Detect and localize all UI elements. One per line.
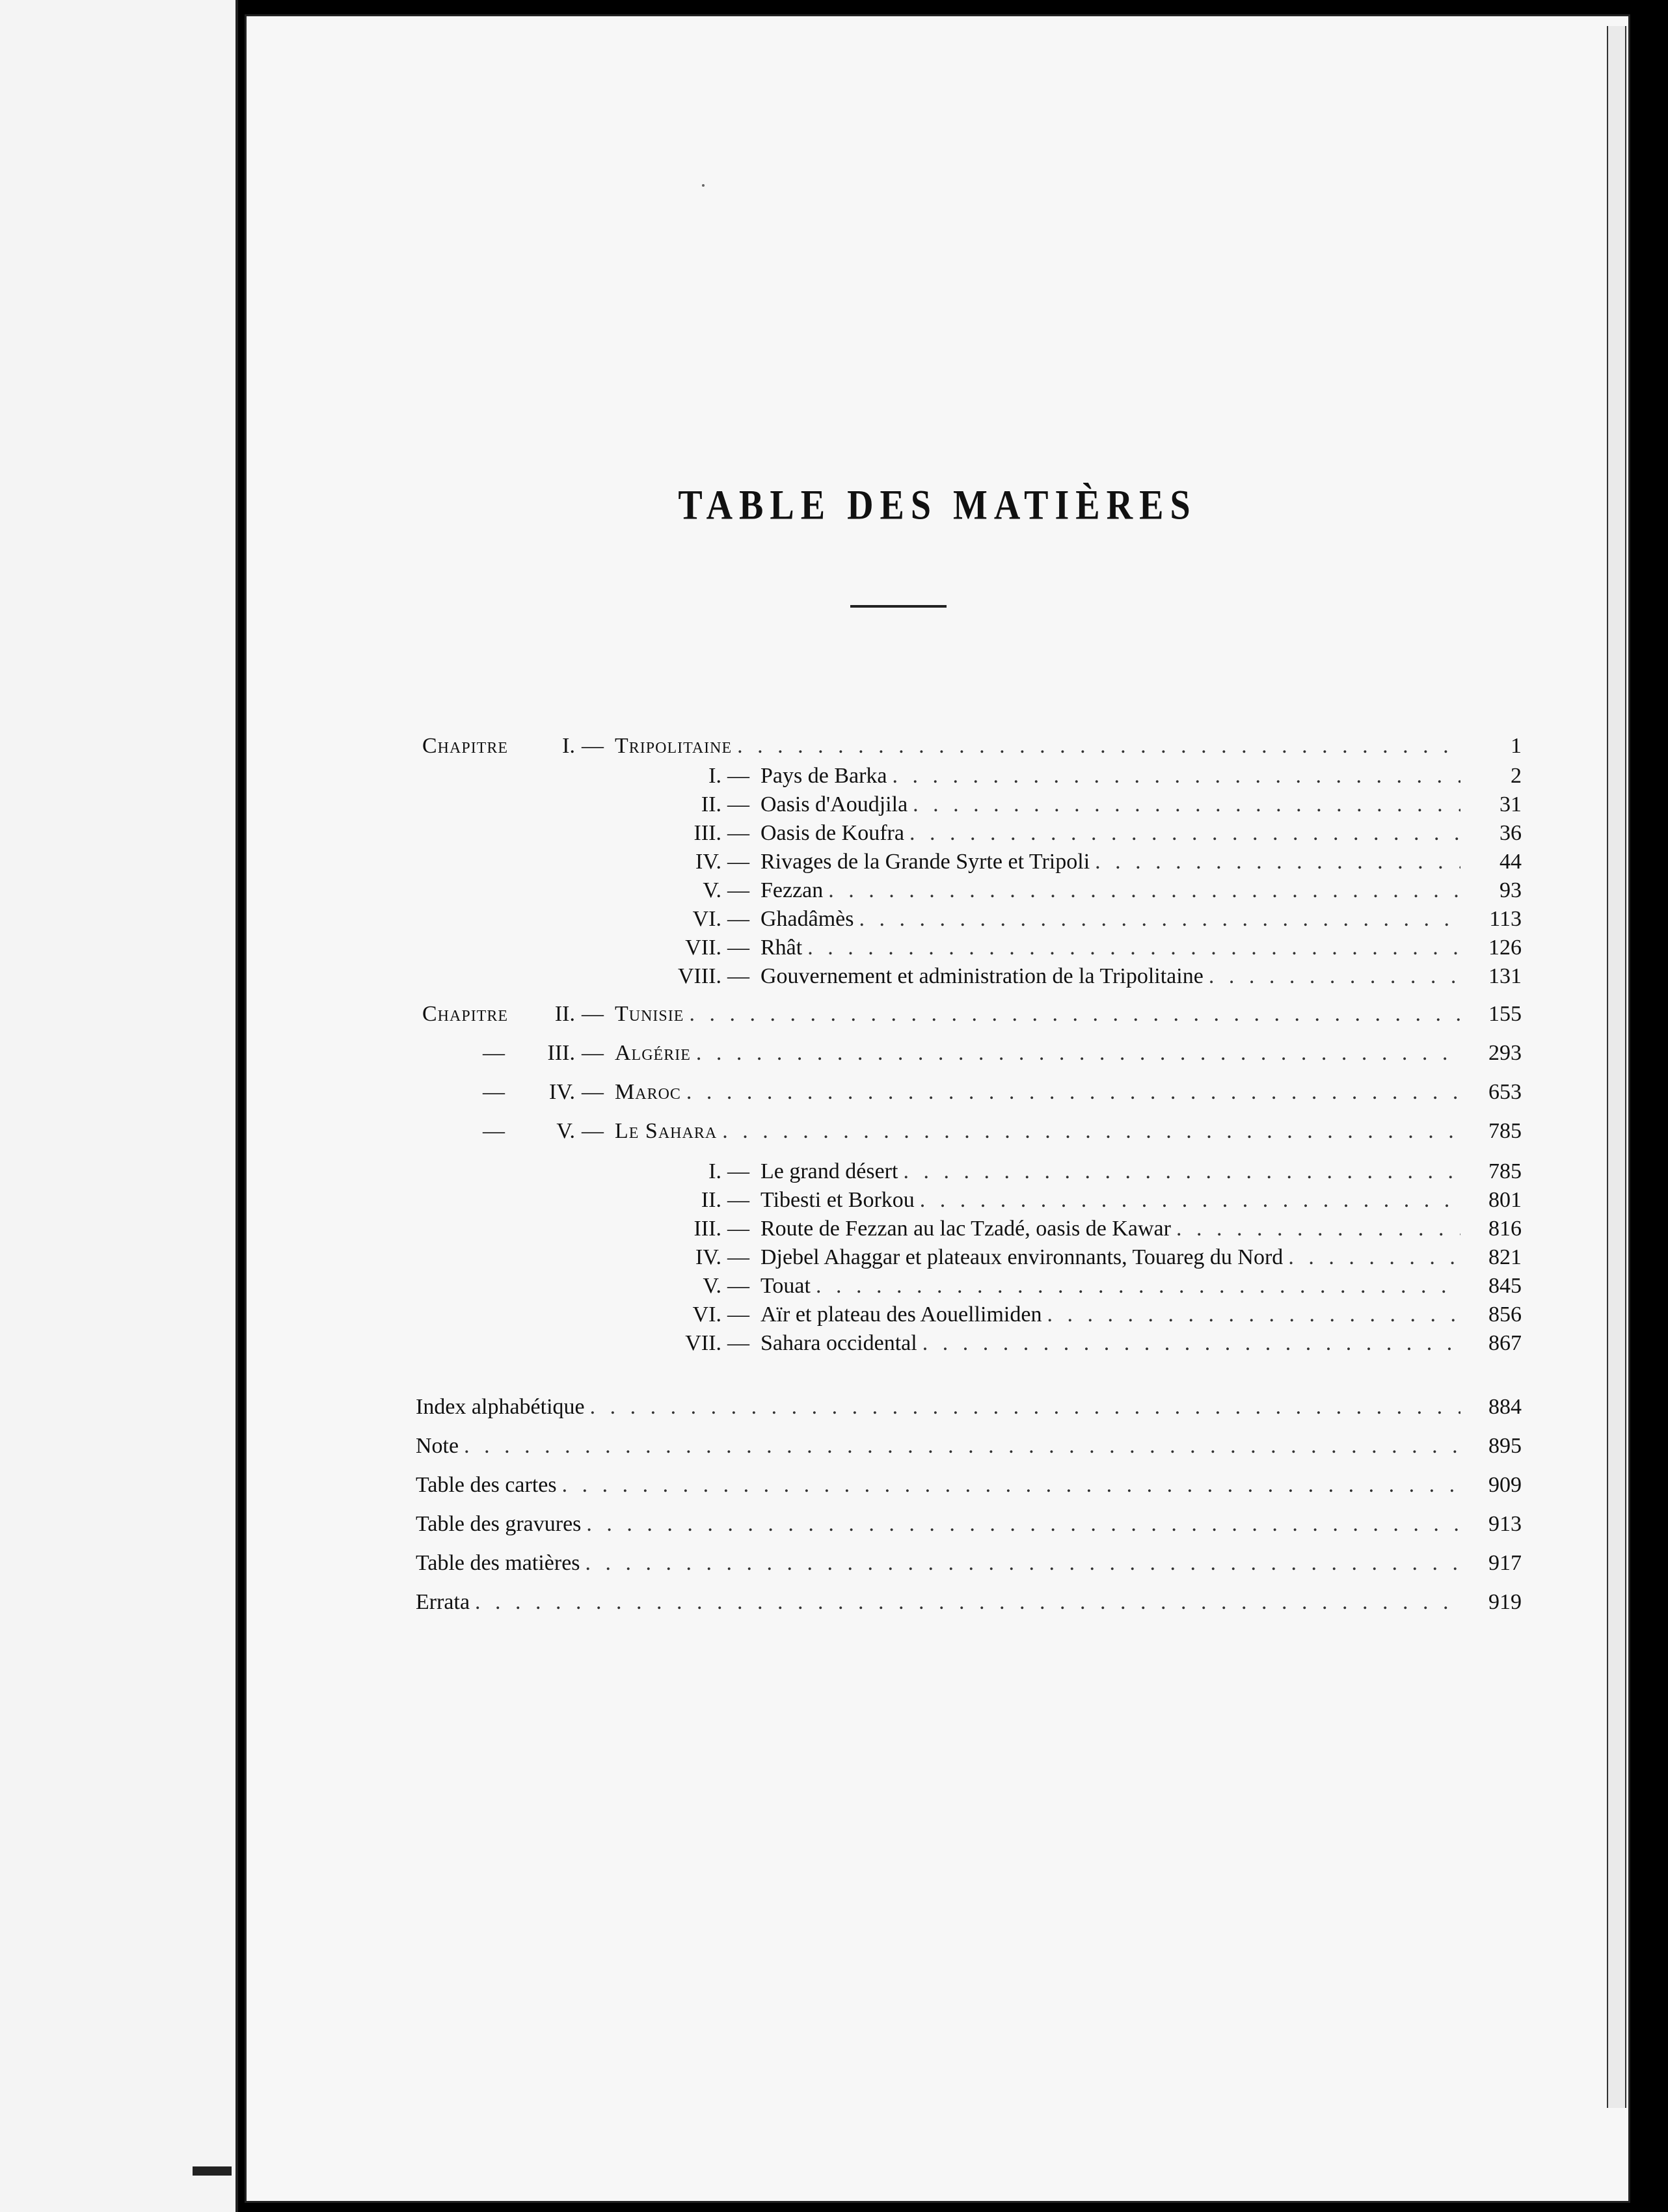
toc-section-row[interactable] bbox=[422, 1215, 1522, 1243]
section-title: Rivages de la Grande Syrte et Tripoli bbox=[760, 850, 1090, 874]
page-number: 131 bbox=[1488, 964, 1522, 988]
dot-leader bbox=[920, 1186, 1460, 1215]
appendix-title: Table des cartes bbox=[416, 1473, 557, 1497]
dot-leader bbox=[922, 1329, 1460, 1358]
chapter-label: Chapitre bbox=[422, 734, 509, 758]
toc-chapter-row[interactable] bbox=[422, 1117, 1522, 1146]
dot-leader bbox=[475, 1588, 1460, 1617]
toc-section-row[interactable] bbox=[422, 762, 1522, 790]
page-number: 113 bbox=[1489, 907, 1522, 931]
section-roman: II. bbox=[701, 792, 721, 816]
chapter-entry bbox=[615, 1078, 1460, 1107]
dot-leader bbox=[562, 1471, 1460, 1500]
chapter-title: Le Sahara bbox=[615, 1119, 718, 1143]
toc-chapter-row[interactable] bbox=[422, 732, 1522, 761]
toc-section-row[interactable] bbox=[422, 848, 1522, 876]
dot-leader bbox=[1209, 962, 1460, 991]
page-number: 856 bbox=[1488, 1302, 1522, 1327]
dash: — bbox=[582, 1002, 604, 1026]
section-entry bbox=[760, 762, 1460, 790]
page-number: 919 bbox=[1488, 1590, 1522, 1614]
page-number: 653 bbox=[1488, 1080, 1522, 1104]
section-entry bbox=[760, 1215, 1460, 1243]
section-entry bbox=[760, 819, 1460, 848]
section-title: Rhât bbox=[760, 936, 803, 960]
dash: — bbox=[727, 1302, 749, 1327]
toc-section-row[interactable] bbox=[422, 905, 1522, 934]
dash: — bbox=[727, 1188, 749, 1212]
chapter-entry bbox=[615, 1039, 1460, 1068]
toc-appendix-row[interactable] bbox=[416, 1549, 1522, 1578]
dot-leader bbox=[816, 1272, 1460, 1301]
section-entry bbox=[760, 790, 1460, 819]
section-roman: VI. bbox=[692, 907, 721, 931]
page-number: 785 bbox=[1488, 1159, 1522, 1183]
page-number: 93 bbox=[1500, 878, 1522, 902]
toc-section-row[interactable] bbox=[422, 876, 1522, 905]
chapter-roman: III. bbox=[547, 1041, 575, 1065]
section-title: Tibesti et Borkou bbox=[760, 1188, 915, 1212]
dash: — bbox=[727, 821, 749, 845]
chapter-roman: II. bbox=[554, 1002, 575, 1026]
page-number: 816 bbox=[1488, 1217, 1522, 1241]
section-entry bbox=[760, 1301, 1460, 1329]
dash: — bbox=[727, 907, 749, 931]
dot-leader bbox=[689, 1000, 1460, 1029]
dash: — bbox=[727, 792, 749, 816]
dot-leader bbox=[1176, 1215, 1460, 1243]
chapter-entry bbox=[615, 1117, 1460, 1146]
toc-appendix-row[interactable] bbox=[416, 1393, 1522, 1422]
chapter-title: Tunisie bbox=[615, 1002, 684, 1026]
page-number: 895 bbox=[1488, 1434, 1522, 1458]
dot-leader bbox=[464, 1432, 1460, 1461]
page-number: 1 bbox=[1511, 734, 1522, 758]
section-roman: II. bbox=[701, 1188, 721, 1212]
dot-leader bbox=[1095, 848, 1460, 876]
section-entry bbox=[760, 1186, 1460, 1215]
dash: — bbox=[727, 850, 749, 874]
section-title: Le grand désert bbox=[760, 1159, 898, 1183]
toc-chapter-row[interactable] bbox=[422, 1039, 1522, 1068]
chapter-label: — bbox=[483, 1119, 505, 1143]
section-entry bbox=[760, 1243, 1460, 1272]
section-roman: I. bbox=[708, 764, 721, 788]
appendix-title: Index alphabétique bbox=[416, 1395, 585, 1419]
section-roman: IV. bbox=[695, 1245, 721, 1269]
section-title: Ghadâmès bbox=[760, 907, 854, 931]
toc-appendix-row[interactable] bbox=[416, 1588, 1522, 1617]
section-roman: VII. bbox=[685, 936, 721, 960]
toc-section-row[interactable] bbox=[422, 1243, 1522, 1272]
left-page-edge bbox=[0, 0, 238, 2212]
section-roman: III. bbox=[693, 1217, 721, 1241]
page-number: 36 bbox=[1500, 821, 1522, 845]
section-entry bbox=[760, 876, 1460, 905]
appendix-entry bbox=[416, 1432, 1460, 1461]
page-number: 293 bbox=[1488, 1041, 1522, 1065]
appendix-title: Errata bbox=[416, 1590, 470, 1614]
dot-leader bbox=[722, 1117, 1460, 1146]
page-number: 155 bbox=[1488, 1002, 1522, 1026]
section-title: Touat bbox=[760, 1274, 811, 1298]
section-title: Sahara occidental bbox=[760, 1331, 917, 1355]
dash: — bbox=[727, 1217, 749, 1241]
section-title: Oasis de Koufra bbox=[760, 821, 904, 845]
section-roman: V. bbox=[703, 878, 721, 902]
page-number: 44 bbox=[1500, 850, 1522, 874]
dot-leader bbox=[903, 1157, 1460, 1186]
chapter-label: Chapitre bbox=[422, 1002, 509, 1026]
page-number: 785 bbox=[1488, 1119, 1522, 1143]
toc-section-row[interactable] bbox=[422, 1186, 1522, 1215]
section-title: Oasis d'Aoudjila bbox=[760, 792, 908, 816]
appendix-entry bbox=[416, 1510, 1460, 1539]
page-number: 909 bbox=[1488, 1473, 1522, 1497]
page-number: 845 bbox=[1488, 1274, 1522, 1298]
chapter-label: — bbox=[483, 1041, 505, 1065]
right-page-edge bbox=[1607, 26, 1626, 2108]
chapter-roman: IV. bbox=[549, 1080, 575, 1104]
dash: — bbox=[727, 1331, 749, 1355]
page-number: 126 bbox=[1488, 936, 1522, 960]
toc-chapter-row[interactable] bbox=[422, 1000, 1522, 1029]
toc-section-row[interactable] bbox=[422, 962, 1522, 991]
appendix-entry bbox=[416, 1549, 1460, 1578]
dot-leader bbox=[1288, 1243, 1460, 1272]
section-entry bbox=[760, 1272, 1460, 1301]
section-entry bbox=[760, 962, 1460, 991]
dot-leader bbox=[586, 1510, 1460, 1539]
dot-leader bbox=[913, 790, 1460, 819]
appendix-title: Table des matières bbox=[416, 1551, 580, 1575]
page-number: 801 bbox=[1488, 1188, 1522, 1212]
section-roman: IV. bbox=[695, 850, 721, 874]
section-roman: V. bbox=[703, 1274, 721, 1298]
table-of-contents bbox=[247, 16, 1628, 2201]
toc-section-row[interactable] bbox=[422, 790, 1522, 819]
dash: — bbox=[582, 1080, 604, 1104]
section-roman: III. bbox=[693, 821, 721, 845]
chapter-title: Tripolitaine bbox=[615, 734, 733, 758]
section-roman: VI. bbox=[692, 1302, 721, 1327]
chapter-label: — bbox=[483, 1080, 505, 1104]
chapter-title: Maroc bbox=[615, 1080, 681, 1104]
dash: — bbox=[582, 1119, 604, 1143]
page-number: 2 bbox=[1511, 764, 1522, 788]
toc-section-row[interactable] bbox=[422, 934, 1522, 962]
toc-section-row[interactable] bbox=[422, 1329, 1522, 1358]
dash: — bbox=[727, 936, 749, 960]
appendix-title: Table des gravures bbox=[416, 1512, 582, 1536]
chapter-roman: V. bbox=[556, 1119, 575, 1143]
section-roman: VII. bbox=[685, 1331, 721, 1355]
dash: — bbox=[582, 1041, 604, 1065]
section-entry bbox=[760, 905, 1460, 934]
dot-leader bbox=[737, 732, 1460, 761]
chapter-entry bbox=[615, 732, 1460, 761]
chapter-roman: I. bbox=[562, 734, 575, 758]
section-entry bbox=[760, 934, 1460, 962]
dash: — bbox=[727, 1245, 749, 1269]
page-number: 917 bbox=[1488, 1551, 1522, 1575]
dot-leader bbox=[828, 876, 1460, 905]
page-number: 821 bbox=[1488, 1245, 1522, 1269]
section-title: Fezzan bbox=[760, 878, 824, 902]
scan-mark bbox=[193, 2166, 232, 2176]
toc-section-row[interactable] bbox=[422, 1272, 1522, 1301]
section-title: Aïr et plateau des Aouellimiden bbox=[760, 1302, 1042, 1327]
toc-section-row[interactable] bbox=[422, 1301, 1522, 1329]
dash: — bbox=[727, 964, 749, 988]
page-title: TABLE DES MATIÈRES bbox=[678, 482, 1197, 529]
dash: — bbox=[727, 1159, 749, 1183]
appendix-entry bbox=[416, 1588, 1460, 1617]
section-title: Gouvernement et administration de la Tripolitaine bbox=[760, 964, 1204, 988]
section-roman: VIII. bbox=[677, 964, 721, 988]
section-entry bbox=[760, 1329, 1460, 1358]
dot-leader bbox=[1047, 1301, 1460, 1329]
dash: — bbox=[727, 1274, 749, 1298]
section-title: Pays de Barka bbox=[760, 764, 887, 788]
toc-chapter-row[interactable] bbox=[422, 1078, 1522, 1107]
toc-section-row[interactable] bbox=[422, 819, 1522, 848]
chapter-title: Algérie bbox=[615, 1041, 691, 1065]
chapter-entry bbox=[615, 1000, 1460, 1029]
page-number: 913 bbox=[1488, 1512, 1522, 1536]
dot-leader bbox=[585, 1549, 1460, 1578]
dot-leader bbox=[686, 1078, 1460, 1107]
dash: — bbox=[582, 734, 604, 758]
dot-leader bbox=[590, 1393, 1460, 1422]
appendix-title: Note bbox=[416, 1434, 459, 1458]
toc-appendix-row[interactable] bbox=[416, 1432, 1522, 1461]
section-roman: I. bbox=[708, 1159, 721, 1183]
page-number: 31 bbox=[1500, 792, 1522, 816]
document-page bbox=[245, 14, 1630, 2203]
dash: — bbox=[727, 878, 749, 902]
dash: — bbox=[727, 764, 749, 788]
toc-appendix-row[interactable] bbox=[416, 1510, 1522, 1539]
dot-leader bbox=[859, 905, 1460, 934]
dot-leader bbox=[807, 934, 1460, 962]
toc-section-row[interactable] bbox=[422, 1157, 1522, 1186]
page-number: 884 bbox=[1488, 1395, 1522, 1419]
section-title: Djebel Ahaggar et plateaux environnants, Touareg du Nord bbox=[760, 1245, 1284, 1269]
section-title: Route de Fezzan au lac Tzadé, oasis de Kawar bbox=[760, 1217, 1171, 1241]
toc-appendix-row[interactable] bbox=[416, 1471, 1522, 1500]
appendix-entry bbox=[416, 1393, 1460, 1422]
section-entry bbox=[760, 848, 1460, 876]
dot-leader bbox=[893, 762, 1460, 790]
page-number: 867 bbox=[1488, 1331, 1522, 1355]
dot-leader bbox=[909, 819, 1460, 848]
appendix-entry bbox=[416, 1471, 1460, 1500]
section-entry bbox=[760, 1157, 1460, 1186]
dot-leader bbox=[696, 1039, 1460, 1068]
